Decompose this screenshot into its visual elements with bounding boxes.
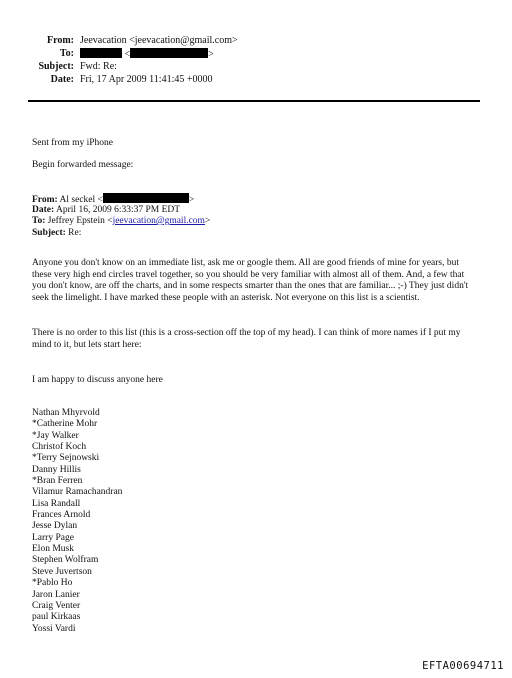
- from-value: Jeevacation <jeevacation@gmail.com>: [80, 35, 238, 46]
- list-item: Frances Arnold: [32, 510, 91, 521]
- subject-value: Fwd: Re:: [80, 61, 117, 72]
- fwd-from: [32, 193, 194, 205]
- list-item: Craig Venter: [32, 600, 81, 611]
- begin-forwarded-line: Begin forwarded message:: [32, 160, 134, 170]
- list-item: paul Kirkaas: [32, 612, 81, 623]
- fwd-from-value: Al seckel <: [59, 195, 103, 205]
- list-item: Jaron Lanier: [32, 589, 80, 600]
- to-value: [80, 48, 214, 60]
- date-value: Fri, 17 Apr 2009 11:41:45 +0000: [80, 74, 213, 85]
- list-item: *Jay Walker: [32, 430, 79, 441]
- list-item: *Pablo Ho: [32, 578, 73, 589]
- list-item: Lisa Randall: [32, 498, 81, 509]
- list-item: Christof Koch: [32, 442, 87, 453]
- fwd-date-value: April 16, 2009 6:33:37 PM EDT: [56, 205, 181, 215]
- to-gt: >: [208, 49, 214, 60]
- list-item: Larry Page: [32, 532, 74, 543]
- redaction-box: [80, 48, 122, 58]
- body-paragraph: Anyone you don't know on an immediate list, ask me or google them. All are good friends of mine for years, but these very high end circles travel together, so you should be very familiar with almost all of them. And, a few that you don't know, are off the charts, and in some respects smarter than the ones that are familiar... ;-) They just didn't seek the limelight. I have marked these people with an asterisk. Not everyone on this list is a scientist.: [32, 258, 469, 303]
- list-item: Jesse Dylan: [32, 521, 78, 532]
- fwd-to-value: Jeffrey Epstein <: [47, 216, 113, 226]
- date-label: Date:: [50, 74, 74, 85]
- sent-from-line: Sent from my iPhone: [32, 138, 114, 148]
- body-paragraph: There is no order to this list (this is a cross-section off the top of my head). I can think of more names if I put my mind to it, but lets start here:: [32, 328, 461, 350]
- list-item: *Bran Ferren: [32, 476, 83, 487]
- fwd-to: [32, 216, 210, 226]
- fwd-to-email-link[interactable]: jeevacation@gmail.com: [112, 216, 205, 226]
- names-list: [32, 408, 122, 635]
- body-paragraph: I am happy to discuss anyone here: [32, 375, 163, 385]
- fwd-to-close: >: [204, 216, 211, 226]
- list-item: Steve Juvertson: [32, 566, 92, 577]
- list-item: Danny Hillis: [32, 464, 81, 475]
- list-item: Yossi Vardi: [32, 623, 76, 634]
- redaction-box: [103, 193, 189, 203]
- list-item: *Catherine Mohr: [32, 419, 98, 430]
- fwd-from-close: >: [188, 195, 195, 205]
- document-id: EFTA00694711: [422, 660, 504, 672]
- list-item: Elon Musk: [32, 544, 74, 555]
- header-divider: [28, 100, 480, 102]
- to-lt: <: [124, 49, 131, 60]
- fwd-subject-value: Re:: [68, 228, 82, 238]
- redaction-box: [130, 48, 208, 58]
- fwd-to-label: To:: [32, 216, 46, 226]
- list-item: *Terry Sejnowski: [32, 453, 100, 464]
- list-item: Nathan Mhyrvold: [32, 408, 100, 418]
- subject-label: Subject:: [38, 61, 74, 72]
- fwd-subject: [32, 228, 81, 238]
- fwd-subject-label: Subject:: [32, 228, 66, 238]
- list-item: Vilamur Ramachandran: [32, 487, 123, 498]
- from-label: From:: [46, 35, 74, 46]
- fwd-from-label: From:: [32, 195, 58, 205]
- fwd-date: [32, 205, 180, 215]
- to-label: To:: [59, 48, 74, 59]
- list-item: Stephen Wolfram: [32, 555, 99, 566]
- fwd-date-label: Date:: [32, 205, 55, 215]
